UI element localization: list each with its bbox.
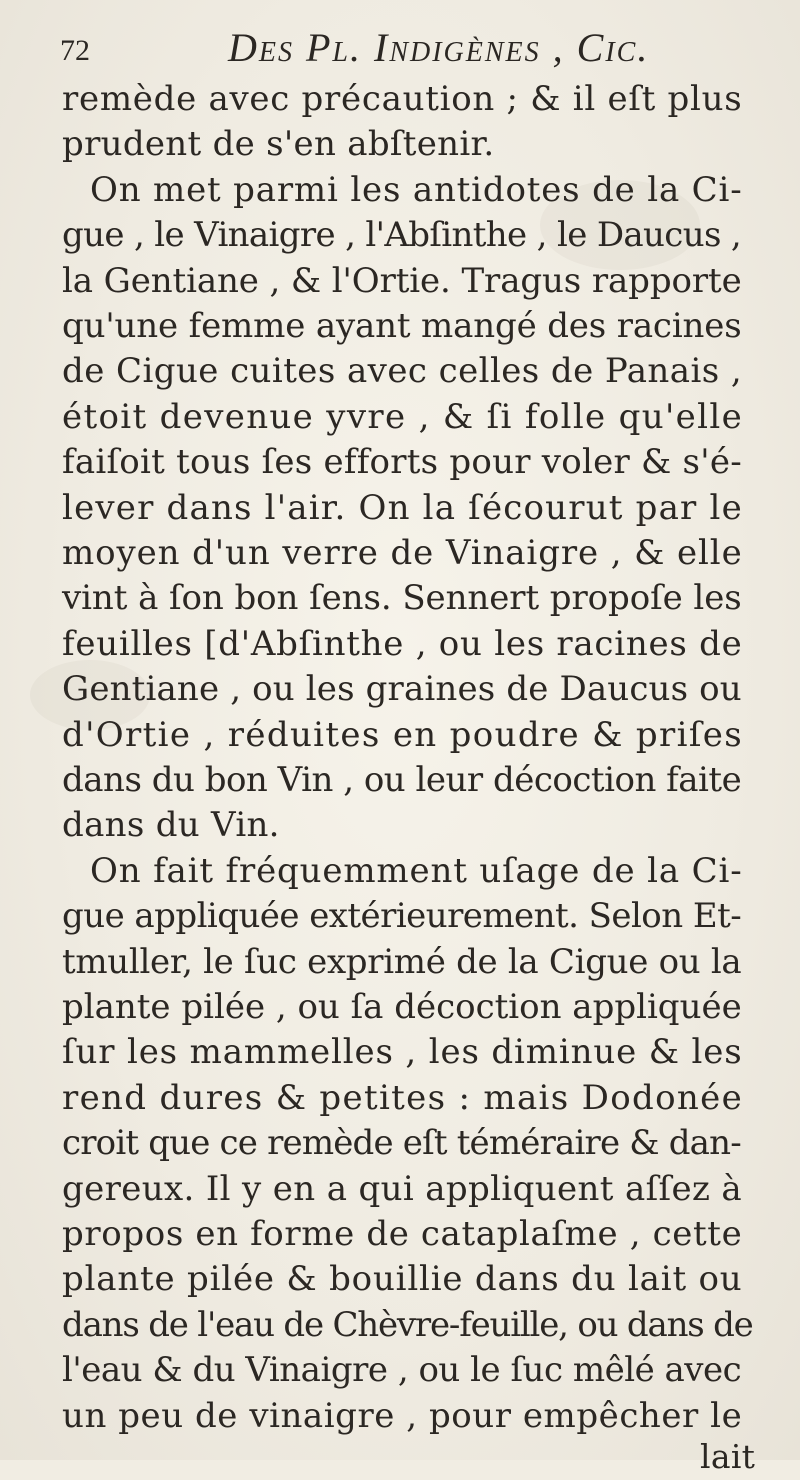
text-line: Gentiane , ou les graines de Daucus ou (62, 669, 742, 710)
text-line: gue appliquée extérieurement. Selon Et- (62, 896, 742, 937)
page-number: 72 (60, 34, 90, 67)
text-line: remède avec précaution ; & il eſt plus (62, 79, 743, 119)
text-line: gue , le Vinaigre , l'Abſinthe , le Daucus , (62, 215, 742, 256)
text-line: prudent de s'en abſtenir. (62, 124, 495, 165)
running-title: Des Pl. Indigènes , Cic. (228, 25, 650, 70)
text-line: moyen d'un verre de Vinaigre , & elle (62, 533, 743, 573)
text-line: propos en forme de cataplaſme , cette (62, 1214, 743, 1254)
text-line: dans du bon Vin , ou leur décoction faite (62, 760, 742, 800)
catchword: lait (700, 1437, 756, 1476)
text-line: ſur les mammelles , les diminue & les (62, 1032, 743, 1073)
text-line: d'Ortie , réduites en poudre & priſes (62, 714, 744, 755)
text-line: rend dures & petites : mais Dodonée (62, 1077, 744, 1118)
page-header (60, 6, 780, 70)
text-line: tmuller, le ſuc exprimé de la Cigue ou la (62, 941, 742, 982)
text-line: vint à ſon bon ſens. Sennert propoſe les (62, 578, 742, 619)
text-line: qu'une femme ayant mangé des racines (62, 306, 742, 346)
text-line: un peu de vinaigre , pour empêcher le (62, 1395, 743, 1436)
text-line: On met parmi les antidotes de la Ci- (90, 169, 743, 210)
text-line: On fait fréquemment uſage de la Ci- (90, 850, 743, 891)
text-line: étoit devenue yvre , & ſi folle qu'elle (62, 396, 744, 437)
text-line: plante pilée & bouillie dans du lait ou (62, 1259, 743, 1300)
text-line: dans du Vin. (62, 805, 280, 846)
text-line: lever dans l'air. On la ſécourut par le (62, 487, 743, 528)
text-line: feuilles [d'Abſinthe , ou les racines de (62, 623, 743, 664)
text-line: gereux. Il y en a qui appliquent aſſez à (62, 1168, 743, 1209)
text-line: l'eau & du Vinaigre , ou le ſuc mêlé avec (62, 1350, 742, 1391)
text-line: faiſoit tous ſes efforts pour voler & s'é- (62, 442, 742, 483)
text-line: la Gentiane , & l'Ortie. Tragus rapporte (62, 260, 742, 301)
text-line: de Cigue cuites avec celles de Panais , (62, 351, 743, 392)
text-line: croit que ce remède eſt téméraire & dan- (62, 1123, 741, 1164)
text-line: dans de l'eau de Chèvre-feuille, ou dans de (62, 1304, 753, 1345)
text-line: plante pilée , ou ſa décoction appliquée (62, 987, 742, 1027)
